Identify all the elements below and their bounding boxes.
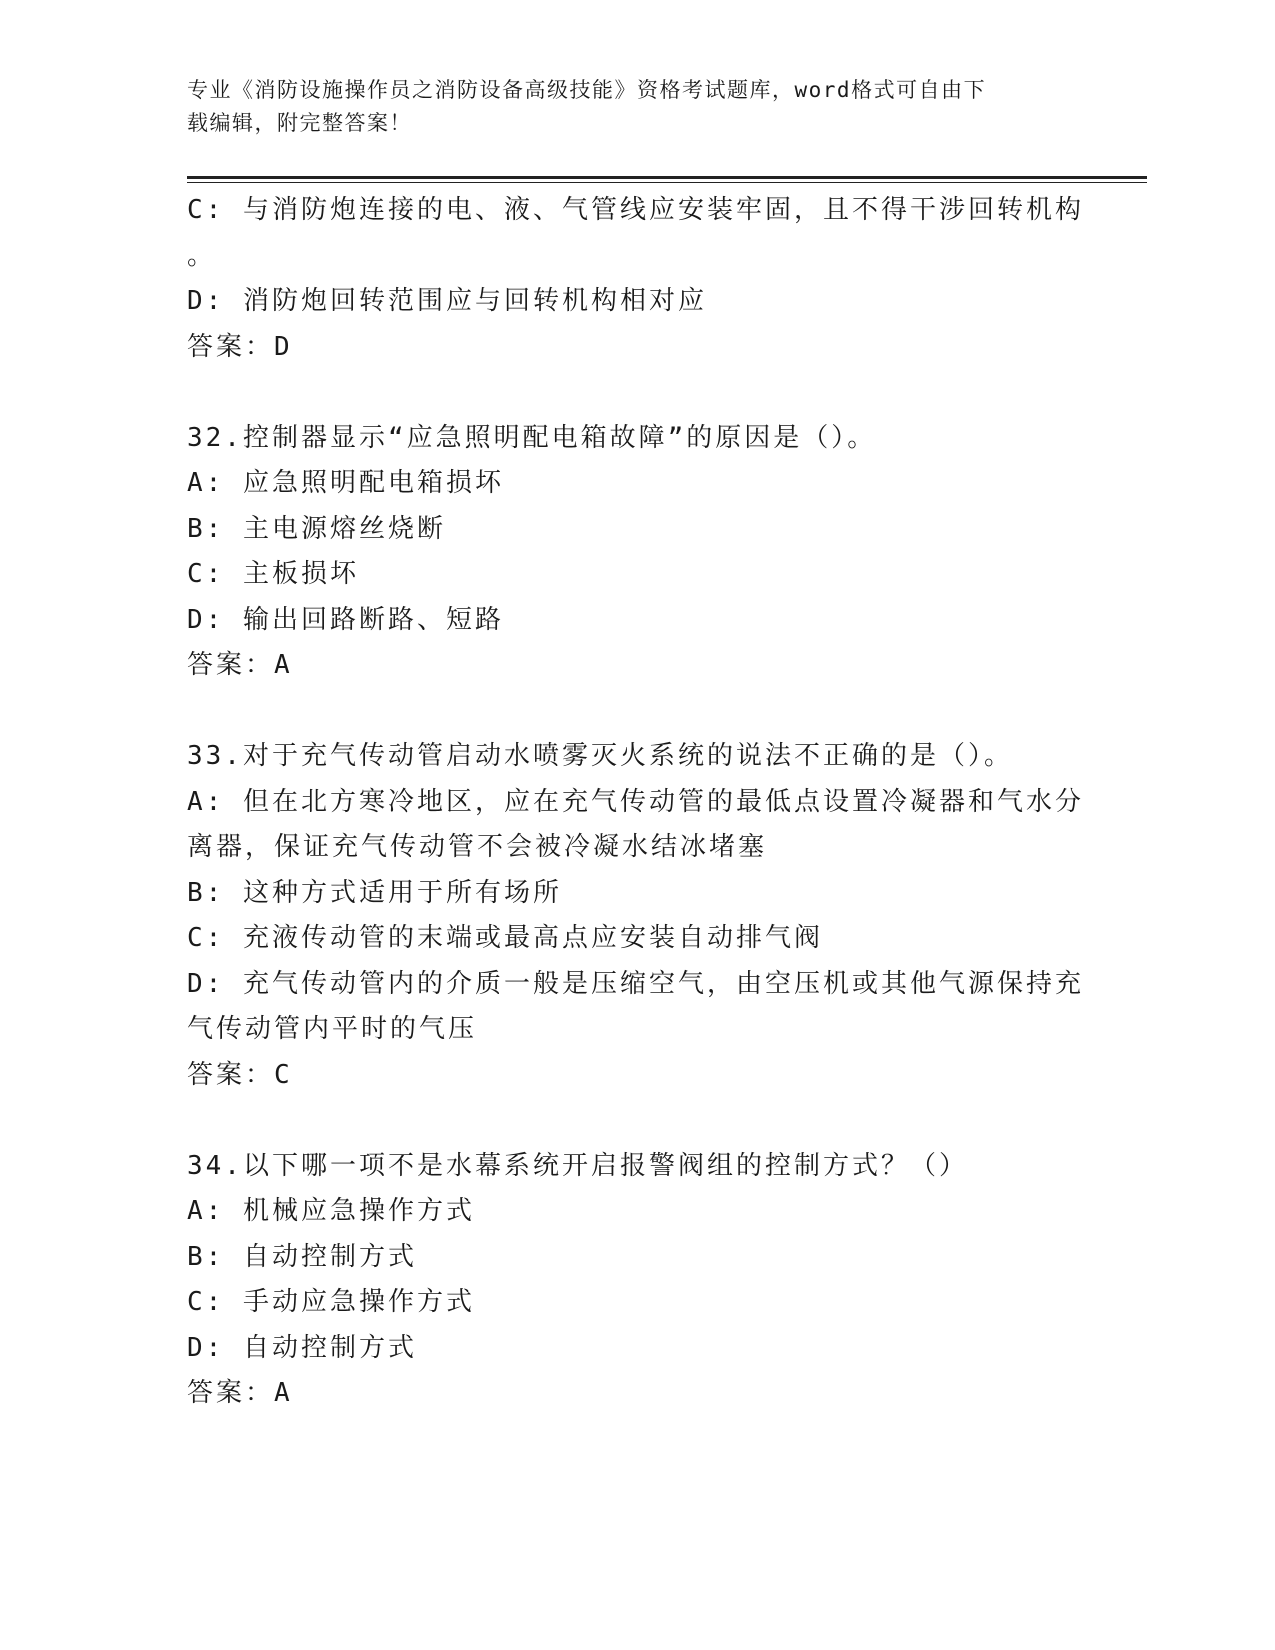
spacer xyxy=(187,689,1087,735)
option-b: B: 这种方式适用于所有场所 xyxy=(187,877,562,908)
answer-label: 答案： xyxy=(187,650,275,680)
answer-line xyxy=(187,1371,1087,1417)
question-32 xyxy=(187,416,1087,689)
option-d: D: 自动控制方式 xyxy=(187,1332,417,1363)
header-line-2: 载编辑，附完整答案！ xyxy=(187,111,412,135)
answer-label: 答案： xyxy=(187,1059,275,1090)
answer-value: A xyxy=(274,650,293,680)
question-31-continued xyxy=(187,188,1087,370)
option-d: D: 充气传动管内的介质一般是压缩空气，由空压机或其他气源保持充 xyxy=(187,968,1084,999)
document-header xyxy=(187,74,1087,140)
option-a: A: 机械应急操作方式 xyxy=(187,1196,475,1226)
option-d: D: 消防炮回转范围应与回转机构相对应 xyxy=(187,286,707,316)
question-33 xyxy=(187,734,1087,1098)
answer-line xyxy=(187,643,1087,689)
header-line-1: 专业《消防设施操作员之消防设备高级技能》资格考试题库，word格式可自由下 xyxy=(187,78,987,102)
option-c: C: 充液传动管的末端或最高点应安装自动排气阀 xyxy=(187,923,823,953)
answer-label: 答案： xyxy=(187,1378,275,1408)
header-rule-thin xyxy=(187,182,1147,183)
question-stem: 34.以下哪一项不是水幕系统开启报警阀组的控制方式？（） xyxy=(187,1150,968,1181)
answer-label: 答案： xyxy=(187,331,275,362)
question-stem: 33.对于充气传动管启动水喷雾灭火系统的说法不正确的是（）。 xyxy=(187,741,1013,771)
option-d-continued: 气传动管内平时的气压 xyxy=(187,1014,478,1044)
question-list xyxy=(187,188,1087,1417)
option-a: A: 但在北方寒冷地区，应在充气传动管的最低点设置冷凝器和气水分 xyxy=(187,786,1084,817)
option-a-continued: 离器，保证充气传动管不会被冷凝水结冰堵塞 xyxy=(187,832,768,862)
option-b: B: 自动控制方式 xyxy=(187,1241,417,1272)
answer-value: C xyxy=(274,1059,293,1090)
answer-value: A xyxy=(274,1378,293,1408)
option-b: B: 主电源熔丝烧断 xyxy=(187,513,446,544)
answer-line xyxy=(187,325,1087,371)
answer-line xyxy=(187,1053,1087,1099)
option-c-continued: 。 xyxy=(187,240,217,271)
option-c: C: 主板损坏 xyxy=(187,559,359,589)
header-rule-thick xyxy=(187,176,1147,179)
option-d: D: 输出回路断路、短路 xyxy=(187,604,504,635)
question-34 xyxy=(187,1144,1087,1417)
spacer xyxy=(187,1098,1087,1144)
spacer xyxy=(187,370,1087,416)
option-a: A: 应急照明配电箱损坏 xyxy=(187,468,504,498)
question-stem: 32.控制器显示“应急照明配电箱故障”的原因是（）。 xyxy=(187,422,877,453)
option-c: C: 手动应急操作方式 xyxy=(187,1287,475,1317)
option-c: C: 与消防炮连接的电、液、气管线应安装牢固，且不得干涉回转机构 xyxy=(187,195,1084,225)
answer-value: D xyxy=(274,331,293,362)
